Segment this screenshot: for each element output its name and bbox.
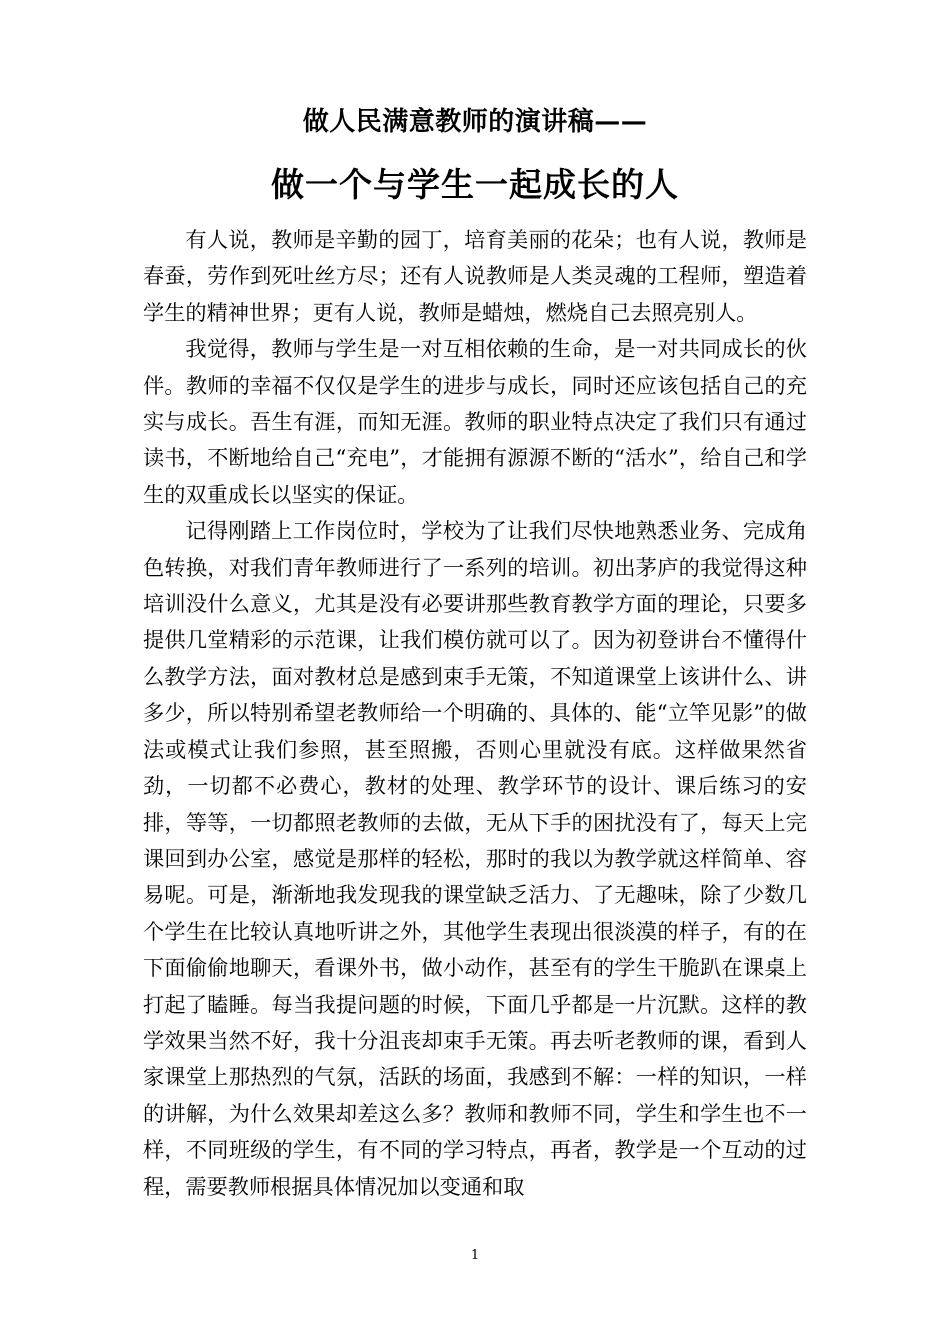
document-body [143,222,807,1205]
paragraph-2: 我觉得，教师与学生是一对互相依赖的生命，是一对共同成长的伙伴。教师的幸福不仅仅是学生的进步与成长，同时还应该包括自己的充实与成长。吾生有涯，而知无涯。教师的职业特点决定了我们只有通过读书，不断地给自己“充电”，才能拥有源源不断的“活水”，给自己和学生的双重成长以坚实的保证。 [143,336,807,507]
paragraph-3: 记得刚踏上工作岗位时，学校为了让我们尽快地熟悉业务、完成角色转换，对我们青年教师进行了一系列的培训。初出茅庐的我觉得这种培训没什么意义，尤其是没有必要讲那些教育教学方面的理论，只要多提供几堂精彩的示范课，让我们模仿就可以了。因为初登讲台不懂得什么教学方法，面对教材总是感到束手无策，不知道课堂上该讲什么、讲多少，所以特别希望老教师给一个明确的、具体的、能“立竿见影”的做法或模式让我们参照，甚至照搬，否则心里就没有底。这样做果然省劲，一切都不必费心，教材的处理、教学环节的设计、课后练习的安排，等等，一切都照老教师的去做，无从下手的困扰没有了，每天上完课回到办公室，感觉是那样的轻松，那时的我以为教学就这样简单、容易呢。可是，渐渐地我发现我的课堂缺乏活力、了无趣味，除了少数几个学生在比较认真地听讲之外，其他学生表现出很淡漠的样子，有的在下面偷偷地聊天，看课外书，做小动作，甚至有的学生干脆趴在课桌上打起了瞌睡。每当我提问题的时候，下面几乎都是一片沉默。这样的教学效果当然不好，我十分沮丧却束手无策。再去听老教师的课，看到人家课堂上那热烈的气氛，活跃的场面，我感到不解：一样的知识，一样的讲解，为什么效果却差这么多？教师和教师不同，学生和学生也不一样，不同班级的学生，有不同的学习特点，再者，教学是一个互动的过程，需要教师根据具体情况加以变通和取 [143,518,807,1199]
document-title: 做人民满意教师的演讲稿—— [302,107,648,137]
paragraph-1: 有人说，教师是辛勤的园丁，培育美丽的花朵；也有人说，教师是春蚕，劳作到死吐丝方尽；还有人说教师是人类灵魂的工程师，塑造着学生的精神世界；更有人说，教师是蜡烛，燃烧自己去照亮别人。 [143,227,807,325]
document-subtitle: 做一个与学生一起成长的人 [271,165,679,204]
page-number: 1 [470,1248,480,1263]
